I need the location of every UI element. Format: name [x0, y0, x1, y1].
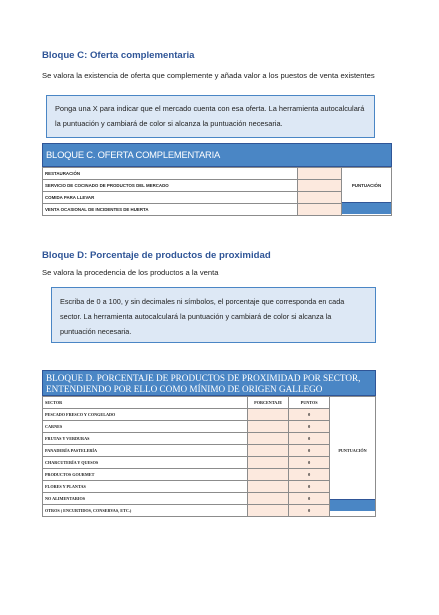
percent-input[interactable]	[248, 409, 289, 421]
sector-label: CHARCUTERÍA Y QUESOS	[43, 457, 248, 469]
row-label: SERVICIO DE COCINADO DE PRODUCTOS DEL MERCADO	[43, 180, 298, 192]
table-header-row	[43, 397, 376, 409]
sector-label: PANADERÍA PASTELERÍA	[43, 445, 248, 457]
table-row	[43, 409, 376, 421]
table-row	[43, 481, 376, 493]
block-d-instruction: Escriba de 0 a 100, y sin decimales ni símbolos, el porcentaje que corresponda en cada sector. La herramienta autocalculará la puntuación y cambiará de color si alcanza la puntuación necesaria.	[51, 287, 376, 343]
points-value: 0	[289, 445, 330, 457]
points-value: 0	[289, 457, 330, 469]
table-row	[43, 180, 392, 192]
row-label: VENTA OCASIONAL DE INCIDENTES DE HUERTA	[43, 204, 298, 216]
percent-input[interactable]	[248, 421, 289, 433]
sector-label: NO ALIMENTARIOS	[43, 493, 248, 505]
sector-label: PESCADO FRESCO Y CONGELADO	[43, 409, 248, 421]
percent-input[interactable]	[248, 469, 289, 481]
points-value: 0	[289, 469, 330, 481]
table-row	[43, 433, 376, 445]
score-area	[330, 397, 376, 517]
table-row	[43, 421, 376, 433]
block-d-intro: Se valora la procedencia de los productos a la venta	[42, 268, 219, 277]
points-value: 0	[289, 481, 330, 493]
sector-label: CARNES	[43, 421, 248, 433]
col-percent-header: PORCENTAJE	[248, 397, 289, 409]
table-row	[43, 505, 376, 517]
percent-input[interactable]	[248, 493, 289, 505]
row-label: RESTAURACIÓN	[43, 168, 298, 180]
block-c-heading: Bloque C: Oferta complementaria	[42, 50, 195, 61]
check-cell[interactable]	[298, 192, 342, 204]
check-cell[interactable]	[298, 204, 342, 216]
percent-input[interactable]	[248, 433, 289, 445]
percent-input[interactable]	[248, 445, 289, 457]
check-cell[interactable]	[298, 168, 342, 180]
table-row	[43, 445, 376, 457]
percent-input[interactable]	[248, 457, 289, 469]
table-row	[43, 469, 376, 481]
sector-label: FRUTAS Y VERDURAS	[43, 433, 248, 445]
score-area	[342, 168, 392, 216]
block-d-heading: Bloque D: Porcentaje de productos de proximidad	[42, 250, 271, 261]
check-cell[interactable]	[298, 180, 342, 192]
percent-input[interactable]	[248, 505, 289, 517]
sector-label: FLORES Y PLANTAS	[43, 481, 248, 493]
sector-label: OTROS ( ENCURTIDOS, CONSERVAS, ETC.)	[43, 505, 248, 517]
score-label: PUNTUACIÓN	[338, 448, 367, 453]
table-row	[43, 168, 392, 180]
col-points-header: PUNTOS	[289, 397, 330, 409]
row-label: COMIDA PARA LLEVAR	[43, 192, 298, 204]
score-label: PUNTUACIÓN	[351, 183, 382, 188]
table-row	[43, 192, 392, 204]
block-c-intro: Se valora la existencia de oferta que complemente y añada valor a los puestos de venta existentes	[42, 71, 375, 80]
sector-label: PRODUCTOS GOURMET	[43, 469, 248, 481]
table-row	[43, 457, 376, 469]
table-row	[43, 493, 376, 505]
score-cell	[330, 499, 375, 511]
block-c-table-title: BLOQUE C. OFERTA COMPLEMENTARIA	[42, 143, 392, 167]
block-c-instruction: Ponga una X para indicar que el mercado cuenta con esa oferta. La herramienta autocalculará la puntuación y cambiará de color si alcanza la puntuación necesaria.	[46, 95, 375, 138]
points-value: 0	[289, 433, 330, 445]
points-value: 0	[289, 505, 330, 517]
block-d-table-title: BLOQUE D. PORCENTAJE DE PRODUCTOS DE PROXIMIDAD POR SECTOR, ENTENDIENDO POR ELLO COMO MÍNIMO DE ORIGEN GALLEGO	[42, 370, 376, 396]
percent-input[interactable]	[248, 481, 289, 493]
col-sector-header: SECTOR	[43, 397, 248, 409]
points-value: 0	[289, 493, 330, 505]
points-value: 0	[289, 409, 330, 421]
table-row	[43, 204, 392, 216]
block-d-table	[42, 396, 376, 517]
score-cell	[342, 202, 391, 214]
points-value: 0	[289, 421, 330, 433]
block-c-table	[42, 167, 392, 216]
